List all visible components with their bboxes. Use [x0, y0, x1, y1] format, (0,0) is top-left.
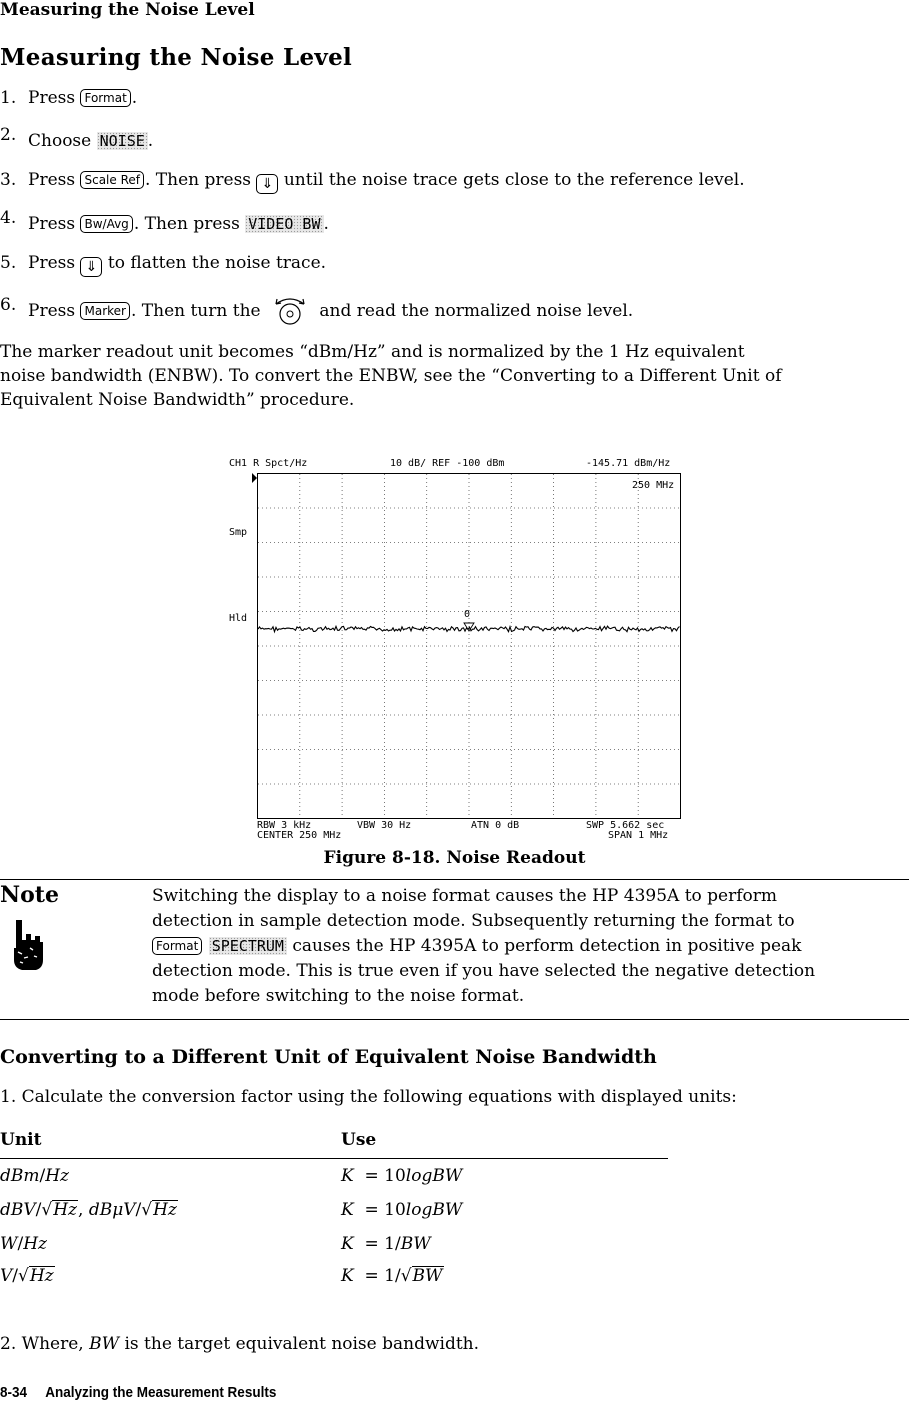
analyzer-screen [228, 456, 688, 846]
step-6: 6. Press Marker . Then turn the and read the normalized noise level. [0, 294, 633, 326]
unit-dbv-sqrt-hz: dBV/√Hz, dBμV/√Hz [0, 1200, 177, 1220]
where-step: 2. Where, BW is the target equivalent noise bandwidth. [0, 1334, 480, 1354]
screen-header-mid: 10 dB/ REF -100 dBm [390, 458, 505, 469]
screen-graticule [228, 456, 688, 846]
screen-footer-swp: SWP 5.662 sec [586, 820, 665, 831]
step-1: 1. Press Format . [0, 88, 138, 108]
pointing-hand-icon [8, 918, 48, 974]
screen-header-right: -145.71 dBm/Hz [586, 458, 671, 469]
spectrum-softkey[interactable]: SPECTRUM [209, 937, 287, 955]
note-bottom-rule [0, 1019, 909, 1020]
section-title: Measuring the Noise Level [0, 44, 353, 71]
page-footer: 8-34 Analyzing the Measurement Results [0, 1384, 277, 1401]
rotary-knob-icon[interactable] [270, 296, 310, 326]
noise-softkey[interactable]: NOISE [97, 132, 148, 150]
bw-avg-key[interactable]: Bw/Avg [80, 215, 132, 233]
screen-footer-vbw: VBW 30 Hz [357, 820, 412, 831]
table-header-unit: Unit [0, 1130, 42, 1150]
format-key[interactable]: Format [80, 89, 130, 107]
screen-marker-label: 0 [464, 609, 471, 620]
format-key[interactable]: Format [152, 937, 202, 955]
table-header-use: Use [341, 1130, 377, 1150]
down-arrow-key[interactable] [80, 257, 102, 277]
step-3: 3. Press Scale Ref . Then press ⇓ until the noise trace gets close to the reference level. [0, 170, 745, 192]
step-2: 2. Choose NOISE . [0, 125, 154, 151]
note-label: Note [0, 882, 59, 908]
scale-ref-key[interactable]: Scale Ref [80, 171, 144, 189]
use-10logbw-2: K = 10logBW [341, 1200, 463, 1220]
use-10logbw-1: K = 10logBW [341, 1166, 463, 1186]
screen-marker-freq: 250 MHz [632, 480, 675, 491]
unit-w-hz: W/Hz [0, 1234, 48, 1254]
screen-label-hld: Hld [229, 613, 248, 624]
down-arrow-icon: ⇓ [261, 176, 274, 192]
screen-footer-rbw: RBW 3 kHz [257, 820, 312, 831]
down-arrow-key[interactable] [256, 174, 278, 194]
unit-dbm-hz: dBm/Hz [0, 1166, 70, 1186]
subsection-title: Converting to a Different Unit of Equivalent Noise Bandwidth [0, 1046, 657, 1068]
figure-caption: Figure 8-18. Noise Readout [323, 848, 586, 868]
down-arrow-icon: ⇓ [85, 259, 98, 275]
screen-label-smp: Smp [229, 527, 248, 538]
screen-footer-span: SPAN 1 MHz [608, 830, 669, 841]
video-bw-softkey[interactable]: VIDEO BW [245, 215, 323, 233]
calc-step: 1. Calculate the conversion factor using the following equations with displayed units: [0, 1087, 737, 1107]
note-top-rule [0, 879, 909, 880]
note-body: Switching the display to a noise format causes the HP 4395A to perform detection in sample detection mode. Subsequently returning the format to Format SPECTRUM causes the HP 4395A to perform detection in positive peak detection mode. This is true even if you have selected the negative detection mode before switching to the noise format. [152, 886, 816, 1006]
step-5: 5. Press ⇓ to flatten the noise trace. [0, 253, 327, 275]
description-paragraph: The marker readout unit becomes “dBm/Hz” and is normalized by the 1 Hz equivalent noise bandwidth (ENBW). To convert the ENBW, see the “Converting to a Different Unit of Equivalent Noise Bandwidth” procedure. [0, 342, 782, 410]
table-header-rule [0, 1158, 668, 1159]
screen-footer-atn: ATN 0 dB [471, 820, 520, 831]
screen-footer-center: CENTER 250 MHz [257, 830, 342, 841]
use-1-over-bw: K = 1/BW [341, 1234, 431, 1254]
screen-header-left: CH1 R Spct/Hz [229, 458, 308, 469]
running-head: Measuring the Noise Level [0, 0, 255, 20]
marker-key[interactable]: Marker [80, 302, 129, 320]
use-1-over-sqrt-bw: K = 1/√BW [341, 1266, 443, 1286]
step-4: 4. Press Bw/Avg . Then press VIDEO BW . [0, 208, 329, 234]
unit-v-sqrt-hz: V/√Hz [0, 1266, 54, 1286]
